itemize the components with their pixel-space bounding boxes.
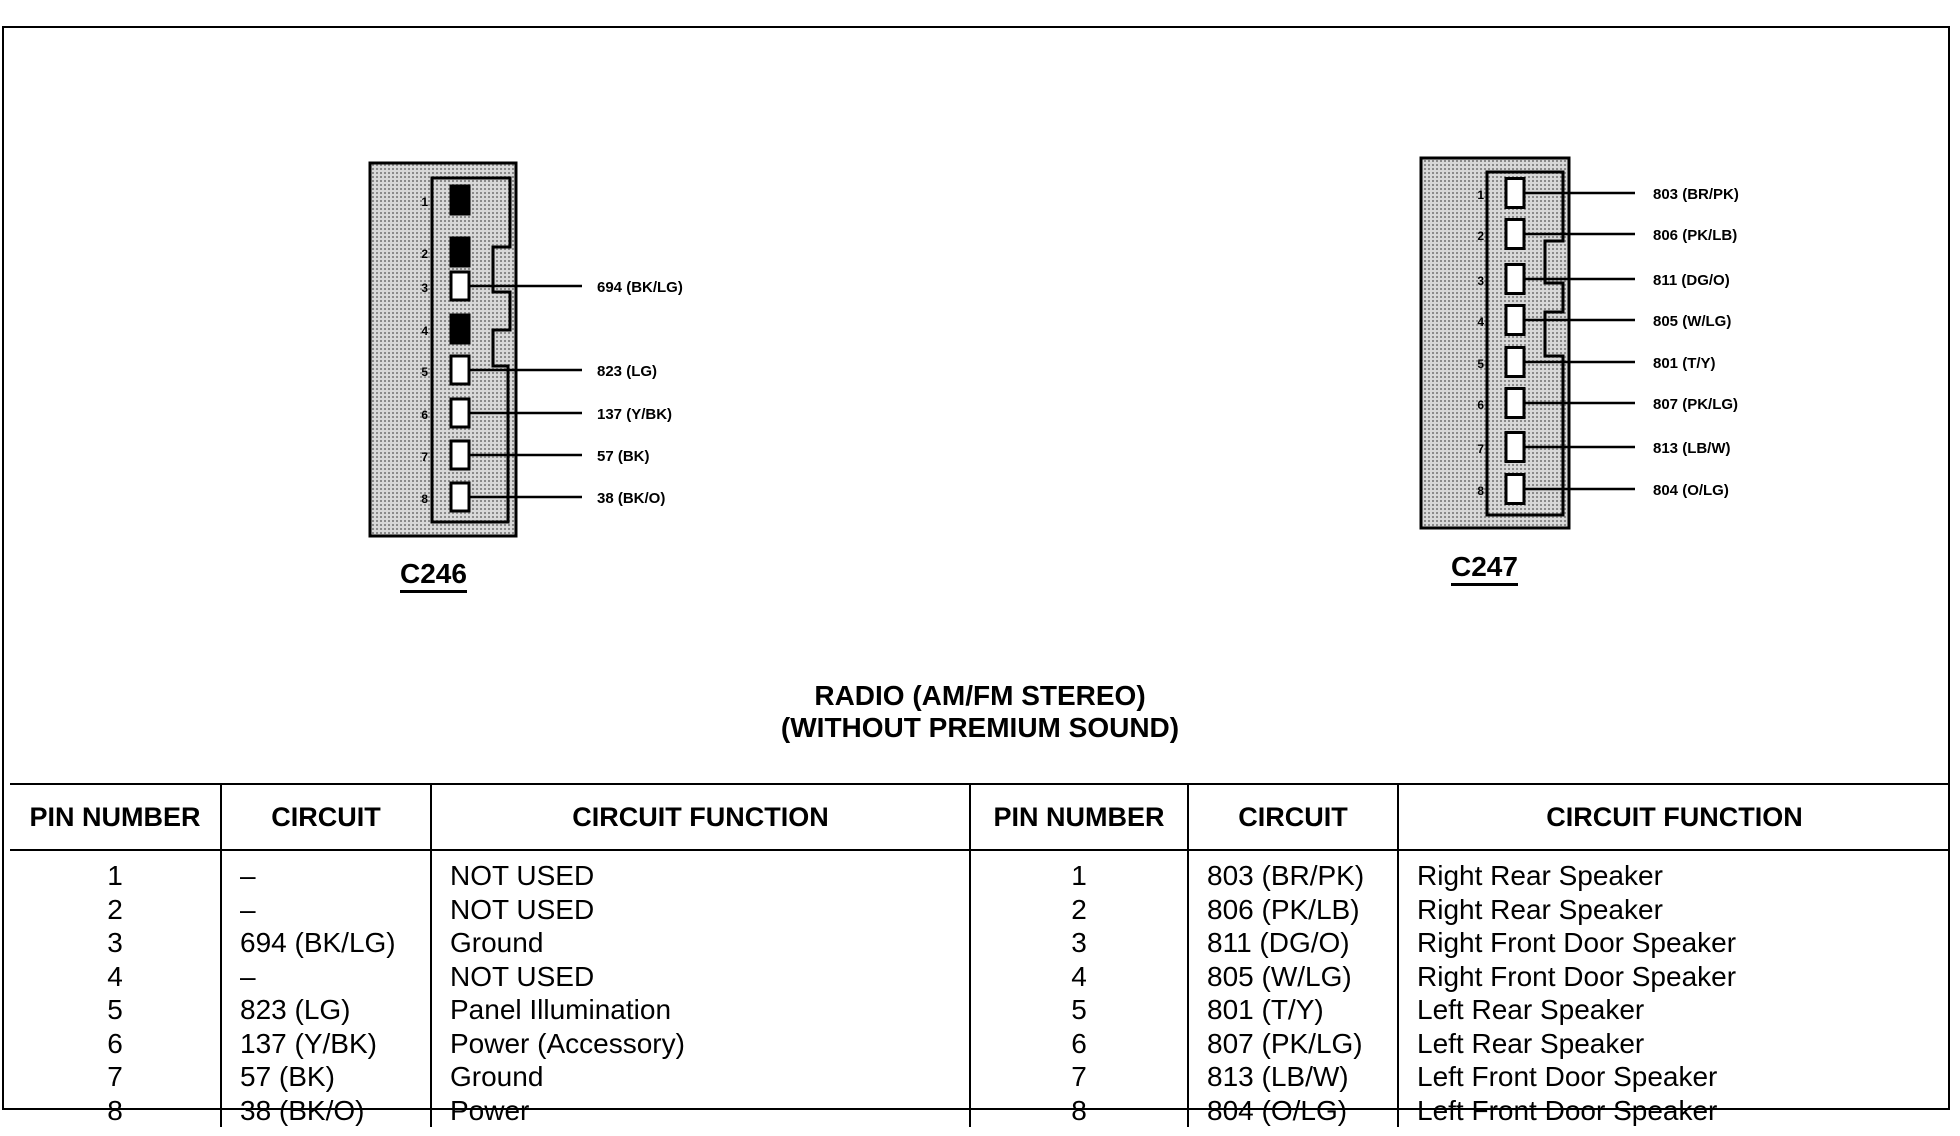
- table-header-row: [10, 784, 1950, 850]
- pin-number: 4: [1477, 315, 1484, 329]
- pin-number: 5: [421, 365, 428, 379]
- table-cell: Left Rear Speaker: [1417, 1027, 1645, 1059]
- right-circuit-column: [1188, 850, 1398, 1127]
- pin-slot-open: [1506, 475, 1524, 504]
- table-body-row: [10, 850, 1950, 1127]
- table-cell: NOT USED: [450, 893, 595, 925]
- pin-number: 5: [1477, 357, 1484, 371]
- pin-slot-open: [1506, 433, 1524, 462]
- right-function-column: [1398, 850, 1950, 1127]
- pin-slot-open: [1506, 348, 1524, 377]
- wire-label: 806 (PK/LB): [1653, 227, 1738, 244]
- table-cell: Right Rear Speaker: [1417, 860, 1663, 891]
- table-cell: Power (Accessory): [450, 1027, 685, 1059]
- table-cell: Left Front Door Speaker: [1417, 1094, 1718, 1126]
- wire-label: 57 (BK): [597, 448, 650, 465]
- table-cell: 7: [1071, 1061, 1087, 1092]
- table-cell: Panel Illumination: [450, 994, 672, 1025]
- table-cell: Power: [450, 1094, 530, 1126]
- pin-slot-open: [451, 399, 469, 427]
- pin-number: 1: [1477, 188, 1484, 202]
- table-cell: 806 (PK/LB): [1207, 893, 1360, 925]
- pin-slot-open: [1506, 389, 1524, 418]
- diagram-title: [0, 680, 1960, 744]
- table-cell: Right Front Door Speaker: [1417, 927, 1737, 958]
- table-cell: 1: [1071, 860, 1087, 891]
- wire-label: 823 (LG): [597, 363, 658, 380]
- table-cell: 823 (LG): [240, 994, 351, 1025]
- header-pin-number-right: PIN NUMBER: [970, 784, 1188, 850]
- pin-slot-open: [451, 441, 469, 469]
- pin-number: 7: [421, 450, 428, 464]
- header-circuit-function-right: CIRCUIT FUNCTION: [1398, 784, 1950, 850]
- header-circuit-left: CIRCUIT: [221, 784, 431, 850]
- table-cell: 8: [1071, 1094, 1087, 1126]
- wire-label: 811 (DG/O): [1653, 272, 1730, 289]
- pin-number: 2: [421, 247, 428, 261]
- table-cell: 3: [1071, 927, 1087, 958]
- wire-label: 801 (T/Y): [1653, 355, 1716, 372]
- wire-label: 805 (W/LG): [1653, 313, 1732, 330]
- pin-number: 6: [421, 408, 428, 422]
- title-line-2: (WITHOUT PREMIUM SOUND): [780, 712, 1180, 743]
- table-cell: 6: [1071, 1027, 1087, 1059]
- table-cell: 6: [107, 1027, 123, 1059]
- table-cell: 4: [1071, 960, 1087, 992]
- table-cell: 38 (BK/O): [240, 1094, 365, 1126]
- table-cell: Right Rear Speaker: [1417, 893, 1663, 925]
- wire-label: 804 (O/LG): [1653, 482, 1729, 499]
- table-cell: 805 (W/LG): [1207, 960, 1352, 992]
- pin-slot-open: [451, 272, 469, 300]
- pin-slot-open: [1506, 179, 1524, 208]
- pin-slot-filled: [451, 186, 469, 214]
- table-cell: Left Rear Speaker: [1417, 994, 1645, 1025]
- pin-number: 4: [421, 324, 428, 338]
- table-cell: Right Front Door Speaker: [1417, 960, 1737, 992]
- table-cell: –: [240, 893, 256, 925]
- wire-label: 137 (Y/BK): [597, 406, 673, 423]
- right-pin-column: [970, 850, 1188, 1127]
- table-cell: 7: [107, 1061, 123, 1092]
- wire-label: 803 (BR/PK): [1653, 186, 1739, 203]
- table-cell: 694 (BK/LG): [240, 927, 396, 958]
- table-cell: 4: [107, 960, 123, 992]
- pin-slot-open: [451, 356, 469, 384]
- pin-table: [10, 783, 1950, 1127]
- connector-label-c246: C246: [400, 560, 467, 593]
- table-cell: Ground: [450, 1061, 544, 1092]
- connector-c247: [1421, 158, 1569, 528]
- table-cell: 801 (T/Y): [1207, 994, 1324, 1025]
- pin-number: 8: [421, 492, 428, 506]
- table-cell: –: [240, 960, 256, 992]
- left-circuit-column: [221, 850, 431, 1127]
- table-cell: 1: [107, 860, 123, 891]
- table-cell: 804 (O/LG): [1207, 1094, 1348, 1126]
- table-cell: 5: [1071, 994, 1087, 1025]
- header-pin-number-left: PIN NUMBER: [10, 784, 221, 850]
- pin-number: 8: [1477, 484, 1484, 498]
- wire-label: 38 (BK/O): [597, 490, 666, 507]
- left-pin-column: [10, 850, 221, 1127]
- connector-c246: [370, 163, 516, 536]
- pin-slot-filled: [451, 238, 469, 266]
- c247-body: [1421, 158, 1569, 528]
- title-line-1: RADIO (AM/FM STEREO): [814, 680, 1146, 711]
- left-function-column: [431, 850, 970, 1127]
- pin-slot-open: [451, 483, 469, 511]
- table-cell: 807 (PK/LG): [1207, 1027, 1363, 1059]
- pin-slot-open: [1506, 265, 1524, 294]
- wire-label: 807 (PK/LG): [1653, 396, 1739, 413]
- table-cell: 57 (BK): [240, 1061, 335, 1092]
- table-cell: 5: [107, 994, 123, 1025]
- table-cell: NOT USED: [450, 960, 595, 992]
- wire-label: 694 (BK/LG): [597, 279, 683, 296]
- header-circuit-function-left: CIRCUIT FUNCTION: [431, 784, 970, 850]
- pin-number: 3: [1477, 274, 1484, 288]
- pin-number: 7: [1477, 442, 1484, 456]
- table-cell: 2: [1071, 893, 1087, 925]
- pin-slot-open: [1506, 220, 1524, 249]
- table-cell: Left Front Door Speaker: [1417, 1061, 1718, 1092]
- table-cell: 2: [107, 893, 123, 925]
- pin-number: 1: [421, 195, 428, 209]
- table-cell: 137 (Y/BK): [240, 1027, 377, 1059]
- pin-slot-filled: [451, 315, 469, 343]
- table-cell: Ground: [450, 927, 544, 958]
- pin-number: 2: [1477, 229, 1484, 243]
- pin-number: 3: [421, 281, 428, 295]
- wire-label: 813 (LB/W): [1653, 440, 1731, 457]
- table-cell: NOT USED: [450, 860, 595, 891]
- table-cell: 3: [107, 927, 123, 958]
- table-cell: –: [240, 860, 256, 891]
- table-cell: 811 (DG/O): [1207, 927, 1350, 958]
- pin-slot-open: [1506, 306, 1524, 335]
- table-cell: 803 (BR/PK): [1207, 860, 1365, 891]
- connector-label-c247: C247: [1451, 553, 1518, 586]
- pin-number: 6: [1477, 398, 1484, 412]
- table-cell: 8: [107, 1094, 123, 1126]
- header-circuit-right: CIRCUIT: [1188, 784, 1398, 850]
- table-cell: 813 (LB/W): [1207, 1061, 1349, 1092]
